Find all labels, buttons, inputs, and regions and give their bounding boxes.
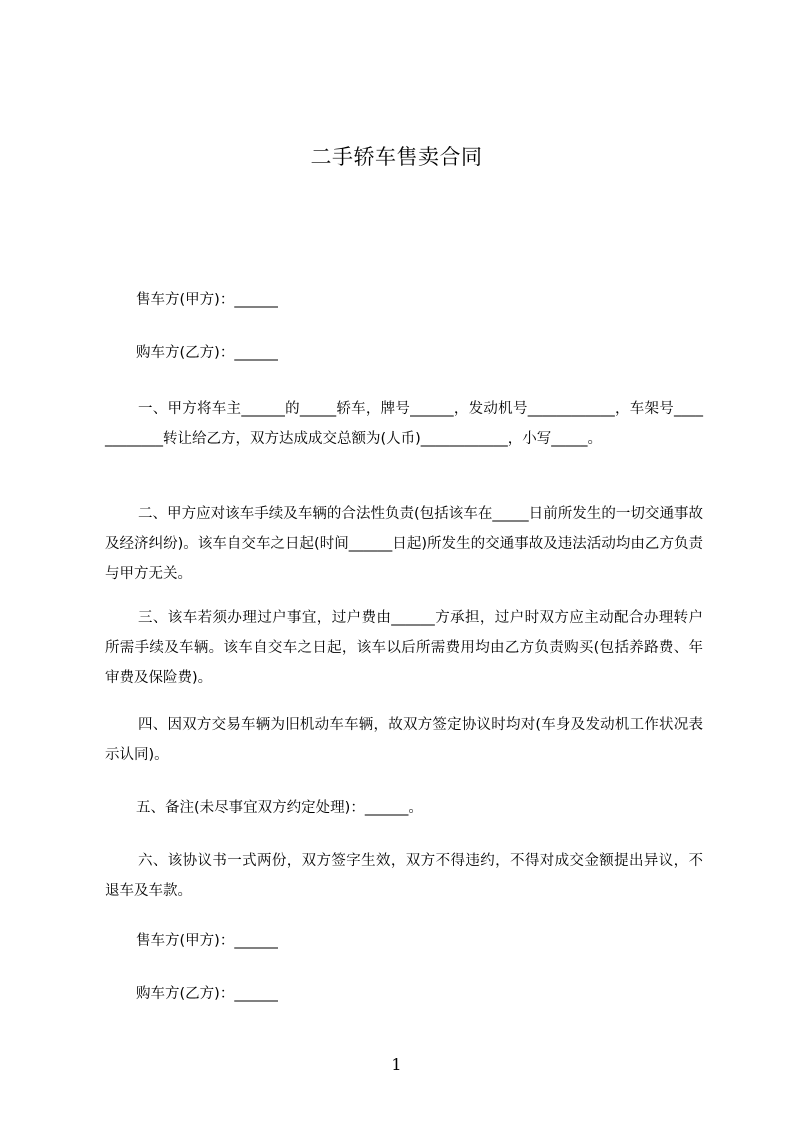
- clause-4: 四、因双方交易车辆为旧机动车车辆，故双方签定协议时均对(车身及发动机工作状况表示认同)。: [105, 717, 703, 763]
- clause-5: 五、备注(未尽事宜双方约定处理)：______。: [136, 800, 423, 816]
- contract-title: 二手轿车售卖合同: [310, 145, 483, 169]
- page-number: 1: [391, 1055, 402, 1074]
- seller-line-bottom: 售车方(甲方)：______: [136, 933, 278, 949]
- clause-2: 二、甲方应对该车手续及车辆的合法性负责(包括该车在_____日前所发生的一切交通事故及经济纠纷)。该车自交车之日起(时间______日起)所发生的交通事故及违法活动均由乙方负责与甲方无关。: [105, 506, 703, 582]
- clause-6: 六、该协议书一式两份，双方签字生效，双方不得违约，不得对成交金额提出异议，不退车及车款。: [105, 853, 703, 899]
- clause-1: 一、甲方将车主______的_____轿车，牌号______，发动机号____________，车架号____________转让给乙方，双方达成成交总额为(人币)____________，小写_____。: [105, 401, 703, 447]
- clause-3: 三、该车若须办理过户事宜，过户费由______方承担，过户时双方应主动配合办理转户所需手续及车辆。该车自交车之日起，该车以后所需费用均由乙方负责购买(包括养路费、年审费及保险费)。: [105, 610, 703, 686]
- seller-line-top: 售车方(甲方)：______: [136, 292, 278, 308]
- buyer-line-bottom: 购车方(乙方)：______: [136, 986, 278, 1002]
- buyer-line-top: 购车方(乙方)：______: [136, 345, 278, 361]
